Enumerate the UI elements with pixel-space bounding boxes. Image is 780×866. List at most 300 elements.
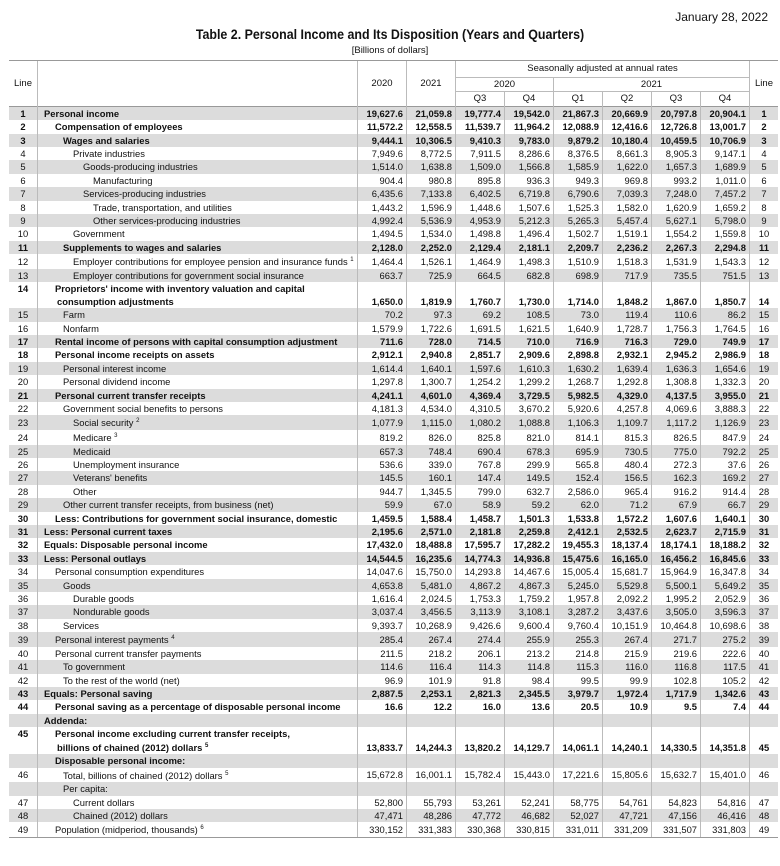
row-label	[38, 632, 358, 647]
value-cell: 1,614.4	[358, 362, 407, 375]
value-cell: 2,253.1	[407, 687, 456, 700]
value-cell: 1,596.9	[407, 201, 456, 214]
value-cell: 162.3	[652, 471, 701, 484]
quarters-2021-header: 2021	[554, 78, 750, 92]
value-cell: 14,330.5	[652, 727, 701, 754]
table-row	[9, 402, 778, 415]
value-cell: 9,783.0	[505, 134, 554, 147]
line-number-right: 4	[750, 147, 779, 160]
row-label-text: Current dollars	[73, 796, 135, 808]
value-cell: 17,282.2	[505, 538, 554, 551]
value-cell: 145.5	[358, 471, 407, 484]
value-cell: 15,805.6	[603, 768, 652, 783]
table-row	[9, 254, 778, 269]
line-number-right: 9	[750, 214, 779, 227]
table-row	[9, 227, 778, 240]
value-cell: 2,623.7	[652, 525, 701, 538]
value-cell: 5,920.6	[554, 402, 603, 415]
line-number: 25	[9, 445, 38, 458]
table-row	[9, 796, 778, 809]
row-label	[38, 796, 358, 809]
value-cell: 114.6	[358, 660, 407, 673]
row-label-text: Other services-producing industries	[93, 215, 241, 227]
line-number-right: 48	[750, 809, 779, 822]
value-cell: 1,722.6	[407, 322, 456, 335]
value-cell: 47,156	[652, 809, 701, 822]
value-cell: 14,936.8	[505, 552, 554, 565]
value-cell: 54,761	[603, 796, 652, 809]
table-row	[9, 430, 778, 445]
table-row	[9, 485, 778, 498]
value-cell: 5,982.5	[554, 389, 603, 402]
value-cell: 8,772.5	[407, 147, 456, 160]
value-cell: 2,940.8	[407, 348, 456, 361]
line-number: 30	[17, 512, 29, 524]
row-label	[38, 430, 358, 445]
value-cell: 480.4	[603, 458, 652, 471]
value-cell: 1,638.8	[407, 160, 456, 173]
value-cell: 9,147.1	[701, 147, 750, 160]
value-cell: 536.6	[358, 458, 407, 471]
value-cell: 2,851.7	[456, 348, 505, 361]
line-header-right: Line	[750, 61, 779, 107]
line-number: 35	[9, 579, 38, 592]
row-label	[38, 134, 358, 147]
personal-income-table	[9, 60, 778, 838]
value-cell: 67.0	[407, 498, 456, 511]
value-cell: 2,912.1	[358, 348, 407, 361]
value-cell: 632.7	[505, 485, 554, 498]
label-header	[38, 61, 358, 107]
row-label-text: Medicaid	[73, 445, 111, 457]
value-cell: 1,717.9	[652, 687, 701, 700]
line-number-right: 26	[750, 458, 779, 471]
value-cell: 1,077.9	[358, 415, 407, 430]
line-number: 37	[9, 605, 38, 618]
row-label-text: Personal income excluding current transfer receipts,	[55, 728, 290, 740]
value-cell: 55,793	[407, 796, 456, 809]
value-cell	[603, 754, 652, 767]
row-label	[38, 415, 358, 430]
row-label-text: To the rest of the world (net)	[63, 674, 180, 686]
row-label	[38, 458, 358, 471]
line-number: 12	[17, 255, 29, 267]
value-cell: 767.8	[456, 458, 505, 471]
value-cell: 1,117.2	[652, 415, 701, 430]
value-cell: 965.4	[603, 485, 652, 498]
value-cell: 1,268.7	[554, 375, 603, 388]
value-cell: 1,636.3	[652, 362, 701, 375]
value-cell: 1,254.2	[456, 375, 505, 388]
value-cell: 914.4	[701, 485, 750, 498]
row-label-text-continued: billions of chained (2012) dollars	[57, 742, 203, 754]
line-number-right: 47	[750, 796, 779, 809]
value-cell: 20,669.9	[603, 106, 652, 120]
value-cell: 116.0	[603, 660, 652, 673]
value-cell: 105.2	[701, 674, 750, 687]
line-number-right: 3	[750, 134, 779, 147]
value-cell: 725.9	[407, 269, 456, 282]
value-cell: 730.5	[603, 445, 652, 458]
quarter-header: Q3	[652, 92, 701, 106]
table-row	[9, 632, 778, 647]
value-cell: 1,819.9	[407, 282, 456, 308]
value-cell: 1,088.8	[505, 415, 554, 430]
value-cell: 10,268.9	[407, 619, 456, 632]
value-cell: 10,464.8	[652, 619, 701, 632]
row-label-text: Personal current transfer payments	[55, 647, 202, 659]
value-cell: 716.9	[554, 335, 603, 348]
table-row	[9, 727, 778, 754]
value-cell: 97.3	[407, 308, 456, 321]
value-cell: 904.4	[358, 174, 407, 187]
table-row	[9, 714, 778, 727]
value-cell: 775.0	[652, 445, 701, 458]
value-cell: 1,582.0	[603, 201, 652, 214]
line-number: 39	[9, 632, 38, 647]
value-cell: 66.7	[701, 498, 750, 511]
value-cell: 1,753.3	[456, 592, 505, 605]
value-cell: 1,848.2	[603, 282, 652, 308]
table-row	[9, 348, 778, 361]
value-cell: 969.8	[603, 174, 652, 187]
row-label-text: Rental income of persons with capital consumption adjustment	[55, 336, 338, 348]
value-cell: 7,911.5	[456, 147, 505, 160]
line-number-right: 2	[750, 120, 779, 133]
row-label	[38, 471, 358, 484]
value-cell: 1,464.9	[456, 254, 505, 269]
value-cell	[603, 782, 652, 795]
line-number: 13	[9, 269, 38, 282]
line-number	[9, 782, 38, 795]
value-cell: 13,833.7	[358, 727, 407, 754]
value-cell: 10,180.4	[603, 134, 652, 147]
row-label-text: Population (midperiod, thousands)	[55, 824, 198, 836]
value-cell: 2,986.9	[701, 348, 750, 361]
table-row	[9, 160, 778, 173]
line-number-right: 40	[750, 647, 779, 660]
value-cell: 1,300.7	[407, 375, 456, 388]
value-cell: 15,672.8	[358, 768, 407, 783]
value-cell: 698.9	[554, 269, 603, 282]
line-number: 49	[9, 822, 38, 837]
value-cell: 16.6	[358, 700, 407, 713]
value-cell: 4,534.0	[407, 402, 456, 415]
value-cell	[505, 782, 554, 795]
line-number: 20	[17, 376, 29, 388]
value-cell: 18,137.4	[603, 538, 652, 551]
value-cell: 98.4	[505, 674, 554, 687]
line-number-right: 41	[750, 660, 779, 673]
value-cell: 214.8	[554, 647, 603, 660]
value-cell: 717.9	[603, 269, 652, 282]
value-cell: 826.0	[407, 430, 456, 445]
value-cell: 1,650.0	[358, 282, 407, 308]
table-row	[9, 498, 778, 511]
table-row	[9, 647, 778, 660]
value-cell: 331,803	[701, 822, 750, 837]
row-label-text: Veterans' benefits	[73, 472, 148, 484]
row-label	[38, 485, 358, 498]
row-label	[38, 525, 358, 538]
row-label-text: Goods	[63, 579, 91, 591]
row-label-text: Nondurable goods	[73, 606, 150, 618]
row-label	[38, 822, 358, 837]
value-cell: 215.9	[603, 647, 652, 660]
table-row	[9, 415, 778, 430]
value-cell: 9,760.4	[554, 619, 603, 632]
value-cell: 1,610.3	[505, 362, 554, 375]
year-2020-header: 2020	[358, 61, 407, 107]
value-cell: 9,879.2	[554, 134, 603, 147]
value-cell: 3,979.7	[554, 687, 603, 700]
value-cell: 748.4	[407, 445, 456, 458]
line-number: 33	[9, 552, 38, 565]
value-cell: 3,287.2	[554, 605, 603, 618]
line-number: 1	[9, 106, 38, 120]
table-row	[9, 214, 778, 227]
value-cell: 149.5	[505, 471, 554, 484]
row-label	[38, 201, 358, 214]
value-cell: 1,292.8	[603, 375, 652, 388]
row-label	[38, 187, 358, 200]
footnote-marker: 5	[204, 743, 209, 750]
footnote-marker: 6	[200, 825, 204, 832]
line-number-right: 33	[750, 552, 779, 565]
value-cell: 15,681.7	[603, 565, 652, 578]
row-label	[38, 687, 358, 700]
line-number-right: 49	[750, 822, 779, 837]
value-cell	[407, 714, 456, 727]
row-label	[38, 322, 358, 335]
value-cell: 330,368	[456, 822, 505, 837]
value-cell: 14,047.6	[358, 565, 407, 578]
value-cell: 1,607.6	[652, 512, 701, 525]
value-cell: 1,534.0	[407, 227, 456, 240]
value-cell	[554, 754, 603, 767]
value-cell: 1,760.7	[456, 282, 505, 308]
value-cell: 1,507.6	[505, 201, 554, 214]
seasonal-header: Seasonally adjusted at annual rates	[456, 61, 750, 78]
value-cell: 1,115.0	[407, 415, 456, 430]
row-label	[38, 498, 358, 511]
line-number: 36	[17, 593, 29, 604]
row-label-text: Employer contributions for employee pension and insurance funds	[73, 256, 348, 268]
row-label	[38, 565, 358, 578]
value-cell: 1,621.5	[505, 322, 554, 335]
table-row	[9, 552, 778, 565]
value-cell: 1,106.3	[554, 415, 603, 430]
line-number-right: 37	[750, 605, 779, 618]
line-number: 28	[17, 485, 29, 497]
row-label	[38, 592, 358, 605]
line-number-right: 38	[750, 619, 779, 632]
value-cell: 814.1	[554, 430, 603, 445]
value-cell: 339.0	[407, 458, 456, 471]
value-cell: 331,011	[554, 822, 603, 837]
value-cell: 2,128.0	[358, 241, 407, 254]
value-cell: 1,533.8	[554, 512, 603, 525]
value-cell: 1,630.2	[554, 362, 603, 375]
row-label	[38, 106, 358, 120]
row-label-text: Unemployment insurance	[73, 458, 180, 470]
value-cell: 4,257.8	[603, 402, 652, 415]
value-cell: 714.5	[456, 335, 505, 348]
value-cell: 17,221.6	[554, 768, 603, 783]
table-row	[9, 619, 778, 632]
table-row	[9, 308, 778, 321]
value-cell	[505, 754, 554, 767]
table-row	[9, 700, 778, 713]
quarter-header: Q1	[554, 92, 603, 106]
value-cell	[358, 714, 407, 727]
value-cell: 4,867.3	[505, 579, 554, 592]
value-cell: 2,715.9	[701, 525, 750, 538]
line-number: 7	[9, 187, 38, 200]
value-cell: 3,505.0	[652, 605, 701, 618]
row-label	[38, 375, 358, 388]
line-number: 46	[17, 769, 29, 781]
value-cell: 59.9	[358, 498, 407, 511]
value-cell	[358, 754, 407, 767]
value-cell: 102.8	[652, 674, 701, 687]
value-cell	[554, 782, 603, 795]
value-cell: 735.5	[652, 269, 701, 282]
row-label	[38, 402, 358, 415]
line-number: 16	[17, 322, 29, 334]
value-cell: 664.5	[456, 269, 505, 282]
value-cell: 12,726.8	[652, 120, 701, 133]
value-cell: 18,174.1	[652, 538, 701, 551]
value-cell: 5,627.1	[652, 214, 701, 227]
value-cell: 330,815	[505, 822, 554, 837]
value-cell: 690.4	[456, 445, 505, 458]
value-cell: 15,964.9	[652, 565, 701, 578]
table-row	[9, 674, 778, 687]
line-number: 40	[17, 647, 29, 659]
value-cell: 5,457.4	[603, 214, 652, 227]
table-row	[9, 471, 778, 484]
line-number-right: 44	[750, 700, 779, 713]
value-cell: 1,867.0	[652, 282, 701, 308]
row-label	[38, 809, 358, 822]
value-cell: 1,972.4	[603, 687, 652, 700]
line-number: 8	[20, 201, 26, 213]
value-cell: 14,774.3	[456, 552, 505, 565]
value-cell: 1,494.5	[358, 227, 407, 240]
value-cell	[456, 714, 505, 727]
value-cell: 19,627.6	[358, 106, 407, 120]
line-number: 31	[9, 525, 38, 538]
value-cell: 116.4	[407, 660, 456, 673]
value-cell: 11,964.2	[505, 120, 554, 133]
value-cell: 1,620.9	[652, 201, 701, 214]
line-number: 4	[20, 148, 26, 160]
row-label-text: Other current transfer receipts, from business (net)	[63, 499, 274, 511]
value-cell: 1,297.8	[358, 375, 407, 388]
value-cell: 47,772	[456, 809, 505, 822]
row-label-text: Chained (2012) dollars	[73, 810, 168, 822]
value-cell	[505, 714, 554, 727]
value-cell: 1,519.1	[603, 227, 652, 240]
value-cell: 1,714.0	[554, 282, 603, 308]
table-row	[9, 389, 778, 402]
value-cell: 4,953.9	[456, 214, 505, 227]
value-cell: 15,475.6	[554, 552, 603, 565]
value-cell: 1,759.2	[505, 592, 554, 605]
line-number: 48	[9, 809, 38, 822]
value-cell: 1,518.3	[603, 254, 652, 269]
value-cell: 3,670.2	[505, 402, 554, 415]
value-cell: 3,437.6	[603, 605, 652, 618]
value-cell: 8,376.5	[554, 147, 603, 160]
value-cell: 19,455.3	[554, 538, 603, 551]
value-cell: 58.9	[456, 498, 505, 511]
line-number-right: 24	[750, 430, 779, 445]
row-label	[38, 227, 358, 240]
value-cell: 14,244.3	[407, 727, 456, 754]
row-label-text: Equals: Personal saving	[44, 687, 153, 699]
value-cell: 2,532.5	[603, 525, 652, 538]
table-row	[9, 660, 778, 673]
value-cell: 54,816	[701, 796, 750, 809]
table-row	[9, 525, 778, 538]
value-cell: 16,347.8	[701, 565, 750, 578]
value-cell: 331,383	[407, 822, 456, 837]
value-cell	[652, 782, 701, 795]
value-cell: 330,152	[358, 822, 407, 837]
value-cell: 20,797.8	[652, 106, 701, 120]
value-cell	[407, 782, 456, 795]
value-cell: 152.4	[554, 471, 603, 484]
line-number: 38	[17, 619, 29, 631]
value-cell: 4,369.4	[456, 389, 505, 402]
value-cell	[456, 782, 505, 795]
value-cell: 2,887.5	[358, 687, 407, 700]
table-row	[9, 445, 778, 458]
line-number: 5	[9, 160, 38, 173]
value-cell: 331,209	[603, 822, 652, 837]
value-cell: 682.8	[505, 269, 554, 282]
value-cell: 944.7	[358, 485, 407, 498]
value-cell: 6,435.6	[358, 187, 407, 200]
value-cell: 5,265.3	[554, 214, 603, 227]
value-cell: 21,059.8	[407, 106, 456, 120]
value-cell: 6,719.8	[505, 187, 554, 200]
line-number-right: 1	[750, 106, 779, 120]
line-header: Line	[9, 61, 38, 107]
row-label	[38, 754, 358, 767]
value-cell: 716.3	[603, 335, 652, 348]
value-cell: 5,481.0	[407, 579, 456, 592]
row-label	[38, 348, 358, 361]
value-cell: 1,498.3	[505, 254, 554, 269]
year-2021-header: 2021	[407, 61, 456, 107]
line-number: 6	[20, 174, 26, 186]
quarter-header: Q4	[701, 92, 750, 106]
line-number	[9, 714, 38, 727]
table-row	[9, 120, 778, 133]
value-cell: 7,949.6	[358, 147, 407, 160]
row-label-text: Compensation of employees	[55, 121, 183, 133]
value-cell: 2,092.2	[603, 592, 652, 605]
row-label-text: Per capita:	[63, 783, 108, 795]
row-label	[38, 214, 358, 227]
value-cell: 271.7	[652, 632, 701, 647]
value-cell: 19,542.0	[505, 106, 554, 120]
value-cell: 5,529.8	[603, 579, 652, 592]
value-cell: 1,501.3	[505, 512, 554, 525]
